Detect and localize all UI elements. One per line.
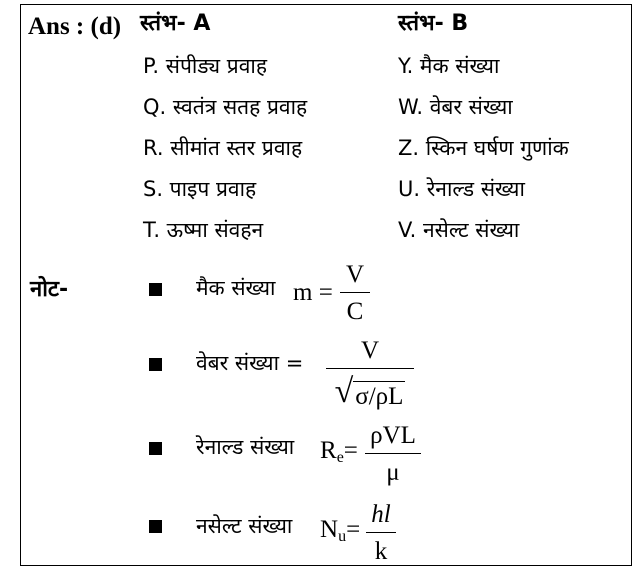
- fraction-numerator: V: [345, 261, 365, 288]
- note-item-symbol: $R_e=$: [320, 437, 358, 466]
- mach-fraction: [340, 262, 370, 324]
- column-a-row: T. ऊष्मा संवहन: [143, 218, 264, 242]
- note-item-name: नसेल्ट संख्या: [196, 514, 293, 538]
- column-b-row: Z. स्किन घर्षण गुणांक: [398, 136, 569, 160]
- weber-fraction: [326, 338, 414, 409]
- column-b-header: स्तंभ- B: [398, 11, 469, 36]
- note-item-symbol: m =: [293, 279, 333, 306]
- fraction-denominator: σ/ρL: [355, 383, 404, 410]
- fraction-numerator: ρVL: [370, 422, 416, 449]
- column-b-row: V. नसेल्ट संख्या: [398, 218, 520, 242]
- note-item-symbol: $N_u=$: [320, 516, 361, 545]
- bullet-icon: [149, 520, 162, 533]
- note-item-name: मैक संख्या: [196, 276, 276, 300]
- column-a-header: स्तंभ- A: [140, 11, 211, 36]
- fraction-denominator: k: [374, 538, 388, 565]
- column-b-row: Y. मैक संख्या: [398, 54, 500, 78]
- reynolds-fraction: [365, 423, 421, 485]
- column-b-row: U. रेनाल्ड संख्या: [398, 177, 525, 201]
- column-a-row: R. सीमांत स्तर प्रवाह: [143, 136, 303, 160]
- column-a-row: Q. स्वतंत्र सतह प्रवाह: [143, 95, 308, 119]
- fraction-numerator: hl: [371, 501, 391, 528]
- nusselt-fraction: [366, 502, 396, 564]
- column-a-row: P. संपीड्य प्रवाह: [143, 54, 268, 78]
- fraction-denominator: C: [346, 298, 364, 325]
- fraction-numerator: V: [360, 337, 380, 364]
- answer-label: Ans : (d): [28, 13, 122, 40]
- fraction-denominator: μ: [386, 459, 400, 486]
- bullet-icon: [149, 442, 162, 455]
- note-label: नोट-: [30, 277, 69, 302]
- column-a-row: S. पाइप प्रवाह: [143, 177, 257, 201]
- square-root-icon: √ σ/ρL: [334, 373, 404, 410]
- bullet-icon: [149, 283, 162, 296]
- column-b-row: W. वेबर संख्या: [398, 95, 513, 119]
- note-item-name: वेबर संख्या =: [196, 351, 304, 375]
- bullet-icon: [149, 358, 162, 371]
- note-item-name: रेनाल्ड संख्या: [196, 435, 295, 459]
